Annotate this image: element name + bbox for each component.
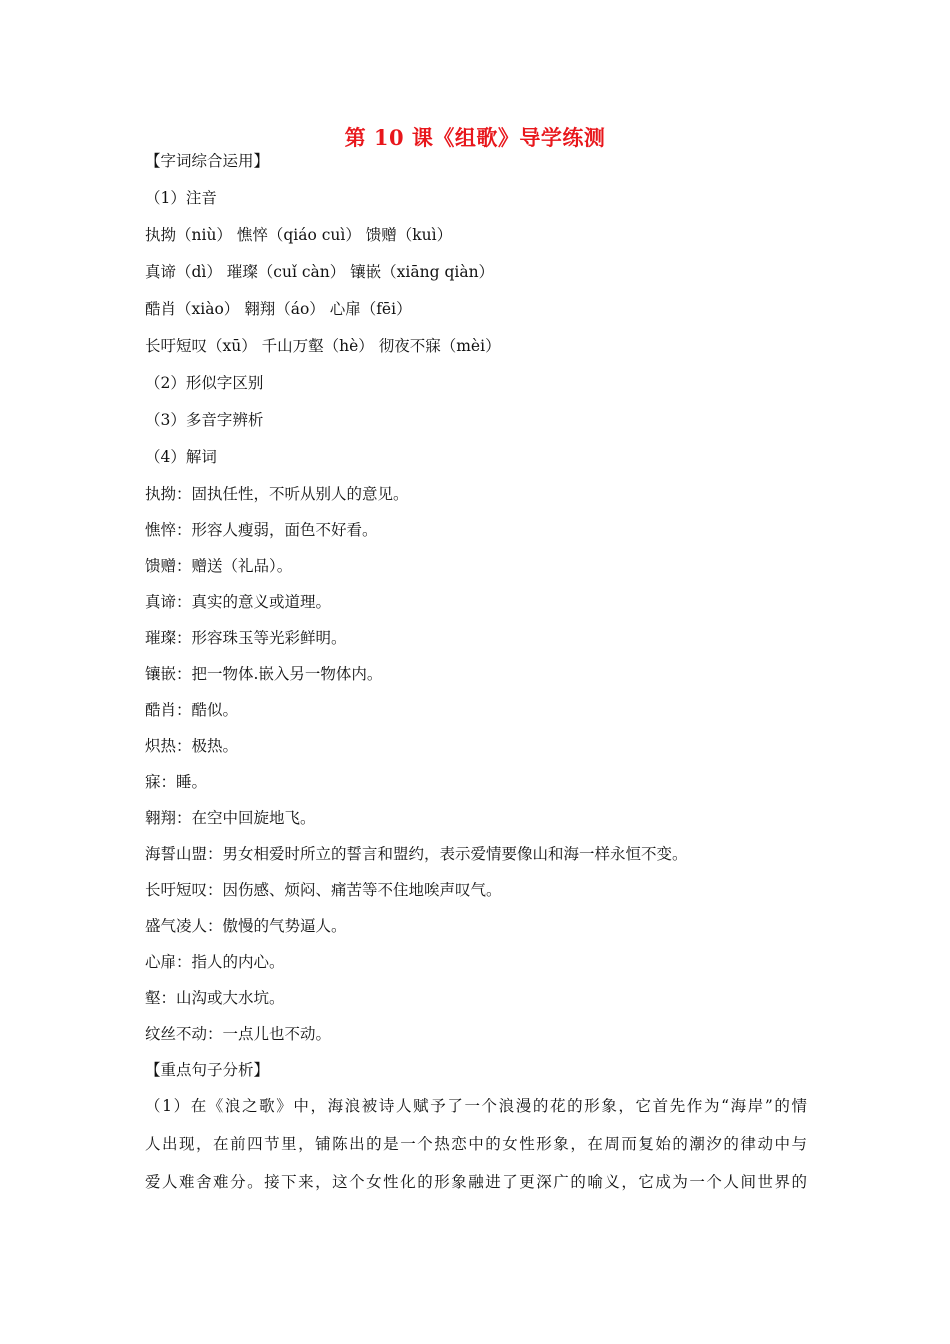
pinyin-line: 真谛（dì） 璀璨（cuǐ càn） 镶嵌（xiāng qiàn） [145, 263, 495, 281]
definition-line: 憔悴：形容人瘦弱，面色不好看。 [145, 521, 378, 539]
definition-line: 炽热：极热。 [145, 737, 239, 755]
definition-line: 翱翔：在空中回旋地飞。 [145, 809, 316, 827]
definition-line: 执拗：固执任性，不听从别人的意见。 [145, 485, 409, 503]
analysis-line: 人出现，在前四节里，铺陈出的是一个热恋中的女性形象，在周而复始的潮汐的律动中与 [145, 1135, 807, 1153]
analysis-paragraph [145, 1096, 807, 1210]
definition-line: 镶嵌：把一物体.嵌入另一物体内。 [145, 665, 383, 683]
definition-line: 长吁短叹：因伤感、烦闷、痛苦等不住地唉声叹气。 [145, 881, 502, 899]
definition-line: 寐：睡。 [145, 773, 208, 791]
section-heading-sentence-analysis: 【重点句子分析】 [145, 1061, 270, 1079]
analysis-line: 爱人难舍难分。接下来，这个女性化的形象融进了更深广的喻义，它成为一个人间世界的 [145, 1173, 807, 1191]
page-title: 第 10 课《组歌》导学练测 [344, 125, 606, 150]
definition-line: 酷肖：酷似。 [145, 701, 239, 719]
pinyin-line: 长吁短叹（xū） 千山万壑（hè） 彻夜不寐（mèi） [145, 337, 501, 355]
analysis-line: （1）在《浪之歌》中，海浪被诗人赋予了一个浪漫的花的形象，它首先作为“海岸”的情 [145, 1097, 807, 1115]
definition-line: 真谛：真实的意义或道理。 [145, 593, 332, 611]
subsection-similar-characters: （2）形似字区别 [145, 374, 264, 392]
pinyin-line: 执拗（niù） 憔悴（qiáo cuì） 馈赠（kuì） [145, 226, 453, 244]
definition-line: 壑：山沟或大水坑。 [145, 989, 285, 1007]
pinyin-line: 酷肖（xiào） 翱翔（áo） 心扉（fēi） [145, 300, 412, 318]
definition-line: 璀璨：形容珠玉等光彩鲜明。 [145, 629, 347, 647]
definition-line: 心扉：指人的内心。 [145, 953, 285, 971]
subsection-pronunciation: （1）注音 [145, 189, 217, 207]
subsection-word-definitions: （4）解词 [145, 448, 217, 466]
definition-line: 纹丝不动：一点儿也不动。 [145, 1025, 332, 1043]
definition-line: 馈赠：赠送（礼品）。 [145, 557, 293, 575]
section-heading-vocabulary: 【字词综合运用】 [145, 152, 270, 170]
subsection-polyphonic-characters: （3）多音字辨析 [145, 411, 264, 429]
definition-line: 海誓山盟：男女相爱时所立的誓言和盟约，表示爱情要像山和海一样永恒不变。 [145, 845, 688, 863]
definition-line: 盛气凌人：傲慢的气势逼人。 [145, 917, 347, 935]
